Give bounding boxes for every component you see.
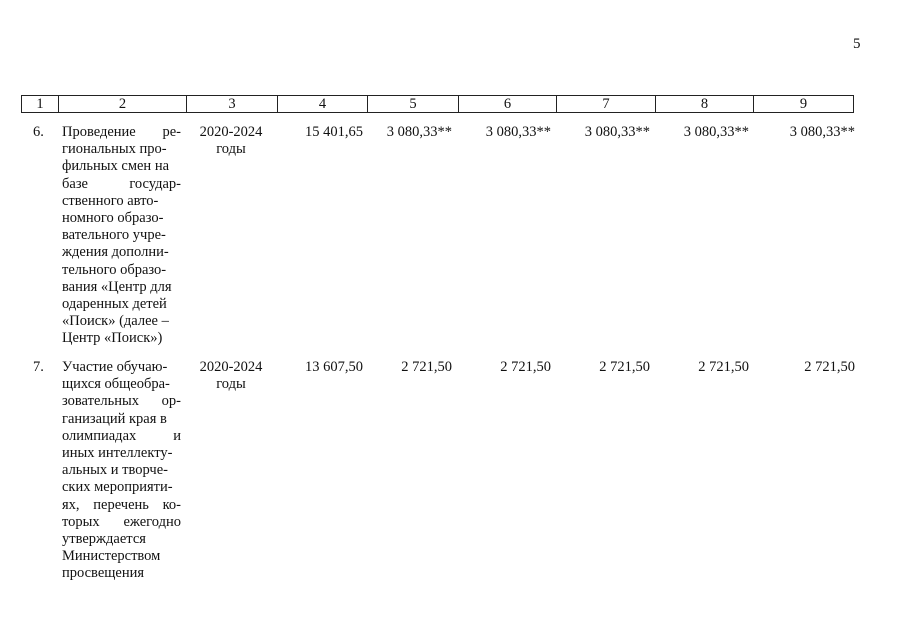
row-year-value: 3 080,33** [386,124,452,140]
description-line: фильных смен на [62,158,170,175]
description-line: «Поиск» (далее – [62,313,169,330]
description-line: базе государ- [62,175,181,192]
description-line: вания «Центр для [62,278,172,295]
row-period [190,124,272,158]
row-period [190,359,272,393]
header-col-9: 9 [754,96,854,113]
description-line: иных интеллекту- [62,445,173,462]
header-col-5: 5 [368,96,459,113]
row-year-value: 3 080,33** [789,124,855,140]
row-description [62,124,181,348]
description-line: Проведение ре- [62,124,181,140]
header-col-7: 7 [557,96,656,113]
period-years: 2020-2024 [199,124,263,140]
page-number: 5 [853,36,861,52]
row-year-value: 3 080,33** [683,124,749,140]
description-line: просвещения [62,565,145,582]
description-line: ждения дополни- [62,244,169,261]
description-line: Центр «Поиск») [62,330,163,347]
header-col-3: 3 [187,96,278,113]
row-year-value: 2 721,50 [401,359,452,375]
description-line: ских мероприяти- [62,479,173,496]
row-year-value: 3 080,33** [485,124,551,140]
row-year-value: 2 721,50 [500,359,551,375]
description-line: Министерством [62,548,161,565]
description-line: номного образо- [62,210,164,227]
description-line: щихся общеобра- [62,376,170,393]
row-year-value: 3 080,33** [584,124,650,140]
description-line: торых ежегодно [62,513,181,530]
row-year-value: 2 721,50 [804,359,855,375]
description-line: ях, перечень ко- [62,496,181,513]
row-number: 6. [33,124,44,140]
description-line: утверждается [62,531,146,548]
description-line: зовательных ор- [62,393,181,410]
period-years: 2020-2024 [199,359,263,375]
header-col-6: 6 [459,96,557,113]
description-line: Участие обучаю- [62,359,168,375]
period-unit: годы [216,376,246,393]
description-line: олимпиадах и [62,427,181,444]
period-unit: годы [216,141,246,158]
description-line: гиональных про- [62,141,167,158]
description-line: одаренных детей [62,296,167,313]
row-description [62,359,181,583]
description-line: ганизаций края в [62,410,167,427]
description-line: вательного учре- [62,227,166,244]
description-line: тельного образо- [62,261,167,278]
header-col-4: 4 [278,96,368,113]
header-col-8: 8 [656,96,754,113]
row-total: 15 401,65 [305,124,363,140]
header-col-1: 1 [22,96,59,113]
row-number: 7. [33,359,44,375]
row-total: 13 607,50 [305,359,363,375]
header-col-2: 2 [59,96,187,113]
column-number-header [21,95,854,113]
description-line: ственного авто- [62,192,159,209]
row-year-value: 2 721,50 [599,359,650,375]
description-line: альных и творче- [62,462,168,479]
row-year-value: 2 721,50 [698,359,749,375]
